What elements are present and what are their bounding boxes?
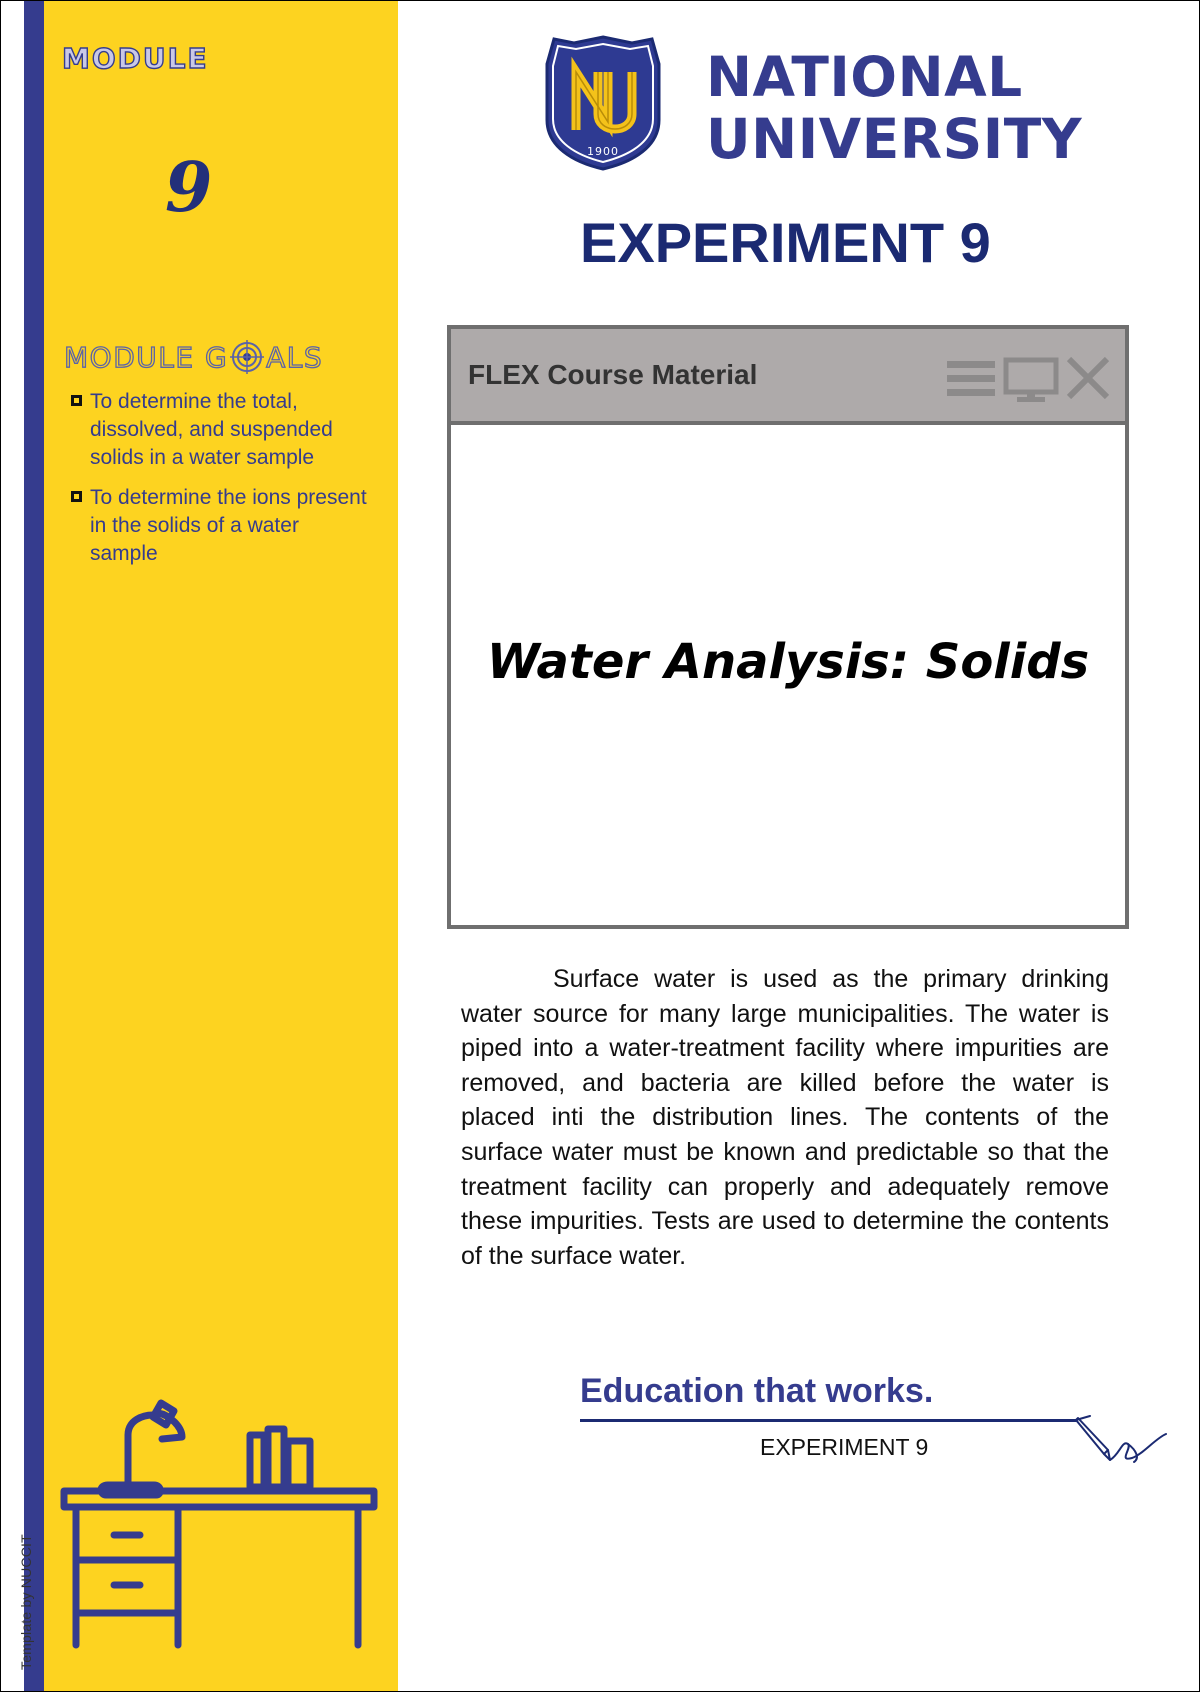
- template-credit: Template by NUCCIT: [18, 1534, 34, 1670]
- close-icon[interactable]: [1065, 355, 1111, 401]
- goal-text: To determine the total, dissolved, and suspended solids in a water sample: [90, 390, 333, 469]
- goal-item: [70, 484, 370, 568]
- goals-heading-part2: ALS: [266, 340, 324, 374]
- module-number: 9: [165, 148, 213, 228]
- target-icon: [230, 340, 264, 374]
- window-heading: Water Analysis: Solids: [486, 634, 1090, 690]
- university-name-line1: NATIONAL: [706, 45, 1023, 109]
- university-name: [706, 46, 1082, 170]
- menu-icon[interactable]: [945, 359, 997, 399]
- goal-text: To determine the ions present in the solids of a water sample: [90, 486, 367, 565]
- tagline-underline: [580, 1419, 1077, 1422]
- pen-signature-icon: [1070, 1414, 1170, 1484]
- window-title: FLEX Course Material: [468, 359, 758, 390]
- tagline: Education that works.: [580, 1372, 934, 1410]
- module-label: MODULE: [62, 42, 209, 75]
- national-university-seal-icon: [542, 34, 664, 172]
- sidebar-blue-stripe: [24, 0, 44, 1692]
- footer-experiment-label: EXPERIMENT 9: [760, 1434, 929, 1460]
- university-name-line2: UNIVERSITY: [706, 107, 1083, 171]
- window-titlebar: [451, 329, 1125, 425]
- monitor-icon[interactable]: [1003, 357, 1059, 403]
- experiment-title: EXPERIMENT 9: [580, 211, 991, 274]
- module-goals-heading: [64, 340, 323, 374]
- course-material-window: [447, 325, 1129, 929]
- goals-heading-part1: MODULE G: [64, 340, 229, 374]
- seal-year: 1900: [587, 145, 619, 158]
- goal-item: [70, 388, 370, 472]
- bullet-icon: [71, 395, 82, 406]
- bullet-icon: [71, 491, 82, 502]
- intro-paragraph: Surface water is used as the primary drinking water source for many large municipalities. The water is piped into a water-treatment facility where impurities are removed, and bacteria are killed before the water is placed inti the distribution lines. The contents of the surface water must be known and predictable so that the treatment facility can properly and adequately remove these impurities. Tests are used to determine the contents of the surface water.: [461, 965, 1109, 1270]
- desk-lamp-books-icon: [58, 1395, 380, 1655]
- module-goals-list: [70, 388, 370, 580]
- window-controls: [945, 355, 1111, 401]
